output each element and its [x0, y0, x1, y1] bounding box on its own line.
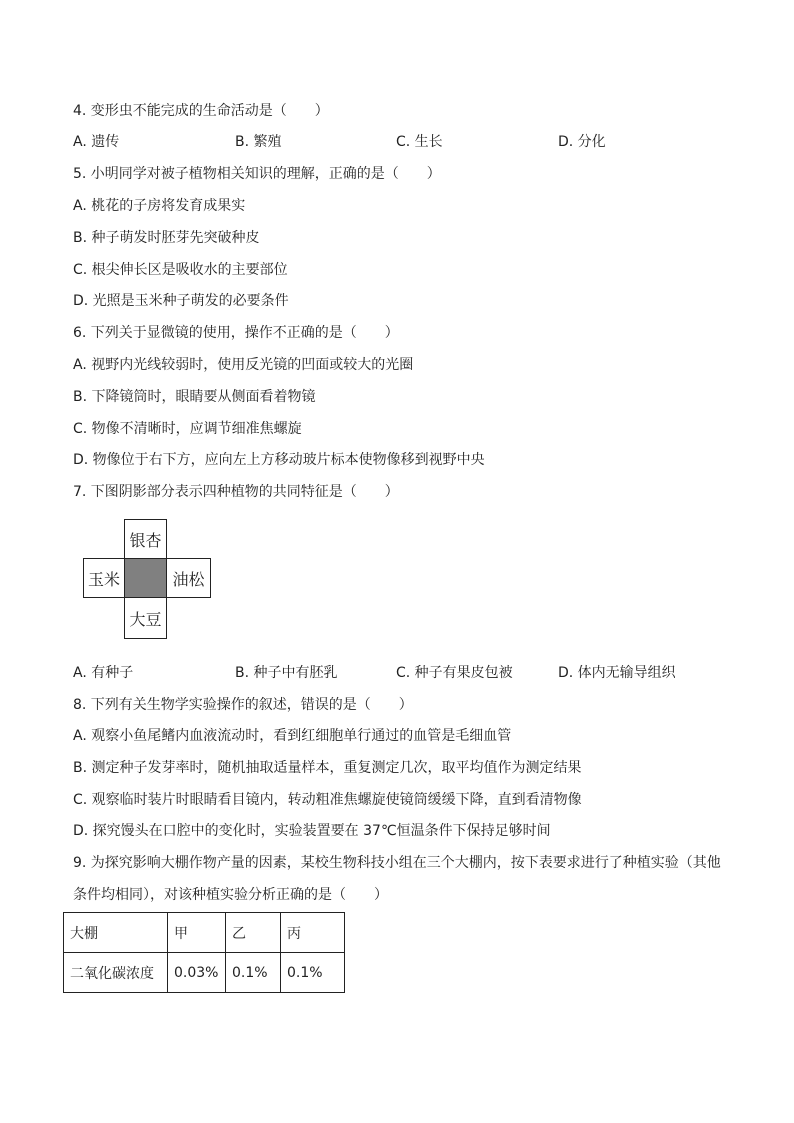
table-cell-header: 大棚 — [64, 913, 168, 953]
q6-option-a: A. 视野内光线较弱时，使用反光镜的凹面或较大的光圈 — [73, 357, 414, 373]
table-cell-header: 乙 — [226, 913, 281, 953]
table-cell: 0.1% — [226, 953, 281, 993]
q6-option-b: B. 下降镜筒时，眼睛要从侧面看着物镜 — [73, 389, 316, 405]
q5-option-c: C. 根尖伸长区是吸收水的主要部位 — [73, 262, 288, 278]
table-row-header — [64, 913, 345, 953]
q7-option-c: C. 种子有果皮包被 — [396, 665, 513, 681]
q4-option-b: B. 繁殖 — [235, 134, 282, 150]
q7-options — [73, 664, 773, 682]
q5-option-a: A. 桃花的子房将发育成果实 — [73, 198, 246, 214]
q8-option-d: D. 探究馒头在口腔中的变化时，实验装置要在 37℃恒温条件下保持足够时间 — [73, 823, 551, 839]
q9-stem-line2: 条件均相同），对该种植实验分析正确的是（ ） — [73, 887, 388, 903]
q4-option-a: A. 遗传 — [73, 134, 120, 150]
q6-stem: 6. 下列关于显微镜的使用，操作不正确的是（ ） — [73, 325, 399, 341]
q7-stem: 7. 下图阴影部分表示四种植物的共同特征是（ ） — [73, 484, 399, 500]
q4-option-c: C. 生长 — [396, 134, 443, 150]
q4-options — [73, 133, 773, 151]
cross-cell-bottom: 大豆 — [124, 597, 167, 639]
cross-cell-shaded-center — [124, 558, 167, 598]
q5-stem: 5. 小明同学对被子植物相关知识的理解，正确的是（ ） — [73, 166, 441, 182]
q7-option-b: B. 种子中有胚乳 — [235, 665, 338, 681]
q4-option-d: D. 分化 — [558, 134, 606, 150]
experiment-table — [63, 912, 345, 993]
cross-cell-top: 银杏 — [124, 519, 167, 559]
q6-option-d: D. 物像位于右下方，应向左上方移动玻片标本使物像移到视野中央 — [73, 452, 485, 468]
table-cell-header: 丙 — [281, 913, 345, 953]
q7-option-d: D. 体内无输导组织 — [558, 665, 676, 681]
q8-option-a: A. 观察小鱼尾鳍内血液流动时，看到红细胞单行通过的血管是毛细血管 — [73, 728, 512, 744]
table-cell: 二氧化碳浓度 — [64, 953, 168, 993]
cross-cell-left: 玉米 — [83, 558, 125, 598]
q9-stem-line1: 9. 为探究影响大棚作物产量的因素，某校生物科技小组在三个大棚内，按下表要求进行了种植实验（其他 — [73, 855, 721, 871]
table-cell: 0.1% — [281, 953, 345, 993]
q8-option-c: C. 观察临时装片时眼睛看目镜内，转动粗准焦螺旋使镜筒缓缓下降，直到看清物像 — [73, 792, 582, 808]
table-row — [64, 953, 345, 993]
q4-stem: 4. 变形虫不能完成的生命活动是（ ） — [73, 103, 329, 119]
cross-cell-right: 油松 — [166, 558, 211, 598]
q6-option-c: C. 物像不清晰时，应调节细准焦螺旋 — [73, 421, 302, 437]
q5-option-d: D. 光照是玉米种子萌发的必要条件 — [73, 293, 289, 309]
table-cell-header: 甲 — [168, 913, 226, 953]
q8-option-b: B. 测定种子发芽率时，随机抽取适量样本，重复测定几次，取平均值作为测定结果 — [73, 760, 582, 776]
q5-option-b: B. 种子萌发时胚芽先突破种皮 — [73, 230, 260, 246]
q8-stem: 8. 下列有关生物学实验操作的叙述，错误的是（ ） — [73, 697, 413, 713]
q7-option-a: A. 有种子 — [73, 665, 134, 681]
table-cell: 0.03% — [168, 953, 226, 993]
